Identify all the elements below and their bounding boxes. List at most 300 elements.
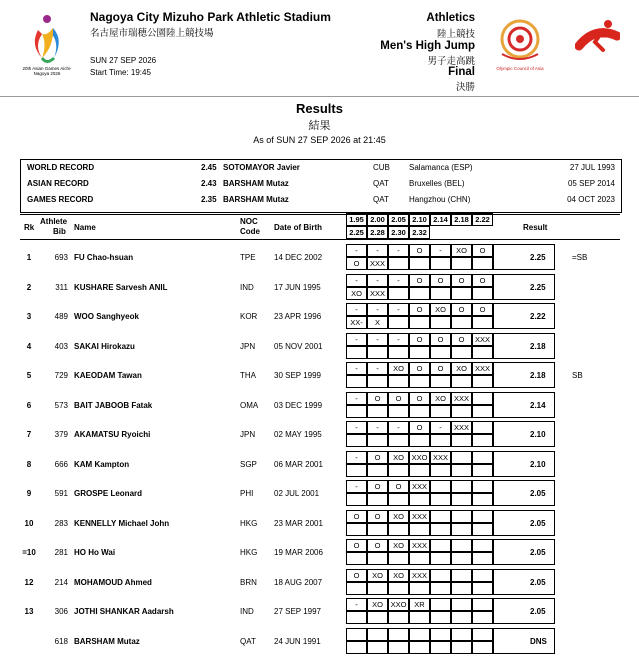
- record-mark: 2.43: [201, 179, 217, 188]
- attempt-cell: [346, 628, 367, 641]
- attempt-cell: O: [472, 274, 493, 287]
- attempt-cell: [388, 582, 409, 595]
- attempt-cell: XO: [388, 510, 409, 523]
- height-header-cell: 2.00: [367, 213, 388, 226]
- athlete-name: HO Ho Wai: [74, 548, 116, 557]
- attempt-cell: XXX: [409, 480, 430, 493]
- attempt-cell: [367, 628, 388, 641]
- attempt-cell: [346, 405, 367, 418]
- attempt-cell: [451, 598, 472, 611]
- record-label: WORLD RECORD: [27, 163, 95, 172]
- result-value: 2.10: [530, 459, 546, 469]
- noc-cell: IND: [240, 282, 254, 292]
- attempt-cell: [451, 346, 472, 359]
- bib-cell: 489: [54, 312, 68, 321]
- header-bib-1: Athlete: [40, 217, 68, 226]
- attempt-cell: -: [430, 244, 451, 257]
- attempt-cell: [409, 523, 430, 536]
- height-header-cell: 2.10: [409, 213, 430, 226]
- attempt-cell: [430, 611, 451, 624]
- rank-cell: 5: [26, 371, 32, 380]
- attempt-cell: [346, 582, 367, 595]
- result-value: 2.25: [530, 253, 546, 262]
- games-logo-text: 20th Asian Games Aichi-Nagoya 2026: [22, 66, 72, 76]
- attempt-cell: [367, 493, 388, 506]
- record-label: ASIAN RECORD: [27, 179, 89, 188]
- attempt-cell: [346, 493, 367, 506]
- attempt-cell: O: [409, 362, 430, 375]
- attempt-cell: [346, 552, 367, 565]
- attempt-cell: [430, 375, 451, 388]
- dob-cell: 02 MAY 1995: [274, 430, 322, 439]
- attempt-cell: O: [472, 303, 493, 316]
- attempt-cell: [472, 539, 493, 552]
- bib-cell: 693: [54, 253, 68, 262]
- attempt-cell: [346, 464, 367, 477]
- record-date: 04 OCT 2023: [567, 195, 615, 204]
- attempt-cell: [451, 523, 472, 536]
- attempt-cell: XO: [388, 362, 409, 375]
- result-note: =SB: [572, 253, 588, 262]
- height-header-cell: 1.95: [346, 213, 367, 226]
- attempt-cell: [430, 598, 451, 611]
- result-value: 2.05: [530, 518, 546, 528]
- oca-text: Olympic Council of Asia: [496, 66, 544, 71]
- attempt-cell: [451, 510, 472, 523]
- dob-cell: 18 AUG 2007: [274, 577, 323, 587]
- dob-cell: 24 JUN 1991: [274, 636, 321, 646]
- bib-cell: 214: [54, 577, 68, 587]
- attempt-cell: [346, 523, 367, 536]
- attempt-cell: [409, 641, 430, 654]
- noc-cell: OMA: [240, 400, 259, 410]
- attempt-cell: [367, 346, 388, 359]
- bib-cell: 591: [54, 489, 68, 498]
- attempt-cell: [430, 523, 451, 536]
- attempt-cell: XXO: [388, 598, 409, 611]
- attempt-cell: [430, 569, 451, 582]
- attempt-cell: -: [388, 274, 409, 287]
- attempt-cell: [430, 405, 451, 418]
- attempt-cell: [346, 611, 367, 624]
- rank-cell: 7: [26, 430, 32, 439]
- sport-name: Athletics: [426, 12, 475, 24]
- attempt-cell: [430, 493, 451, 506]
- attempt-cell: [472, 375, 493, 388]
- attempt-cell: [472, 510, 493, 523]
- rank-cell: 1: [26, 253, 32, 262]
- attempt-cell: [472, 392, 493, 405]
- attempt-cell: -: [367, 333, 388, 346]
- attempt-cell: [451, 316, 472, 329]
- attempt-cell: [367, 582, 388, 595]
- attempt-cell: XO: [451, 244, 472, 257]
- attempt-cell: [430, 316, 451, 329]
- attempt-cell: XO: [388, 539, 409, 552]
- rank-cell: 4: [26, 341, 32, 351]
- result-value: 2.18: [530, 371, 546, 380]
- attempt-cell: [472, 480, 493, 493]
- attempt-cell: [430, 552, 451, 565]
- attempt-cell: [409, 405, 430, 418]
- attempt-cell: -: [346, 598, 367, 611]
- record-noc: QAT: [373, 195, 389, 204]
- noc-cell: KOR: [240, 312, 258, 321]
- attempt-cell: O: [430, 362, 451, 375]
- attempt-cell: XR: [409, 598, 430, 611]
- venue-name: Nagoya City Mizuho Park Athletic Stadium: [90, 10, 331, 24]
- result-value: 2.10: [530, 430, 546, 439]
- attempt-cell: [430, 464, 451, 477]
- attempt-cell: [472, 582, 493, 595]
- attempt-cell: [409, 493, 430, 506]
- attempt-cell: [367, 405, 388, 418]
- bib-cell: 403: [54, 341, 68, 351]
- noc-cell: JPN: [240, 430, 256, 439]
- bib-cell: 729: [54, 371, 68, 380]
- attempt-cell: XXX: [409, 539, 430, 552]
- attempt-cell: O: [430, 333, 451, 346]
- attempt-cell: [367, 523, 388, 536]
- attempt-cell: -: [346, 362, 367, 375]
- attempt-cell: XXX: [367, 257, 388, 270]
- rank-cell: 13: [24, 607, 34, 616]
- attempt-cell: [388, 346, 409, 359]
- athlete-name: KENNELLY Michael John: [74, 518, 170, 528]
- results-title-jp: 結果: [308, 120, 331, 132]
- attempt-cell: [367, 611, 388, 624]
- bib-cell: 618: [54, 636, 68, 646]
- attempt-cell: [451, 375, 472, 388]
- attempt-cell: [472, 434, 493, 447]
- header-dob: Date of Birth: [274, 223, 322, 232]
- attempt-cell: [409, 582, 430, 595]
- attempt-cell: [451, 611, 472, 624]
- attempt-cell: O: [367, 510, 388, 523]
- athlete-name: KAM Kampton: [74, 459, 130, 469]
- athlete-name: WOO Sanghyeok: [74, 312, 139, 321]
- dob-cell: 06 MAR 2001: [274, 459, 323, 469]
- attempt-cell: [451, 641, 472, 654]
- attempt-cell: [388, 523, 409, 536]
- athlete-name: FU Chao-hsuan: [74, 253, 134, 262]
- bib-cell: 666: [54, 459, 68, 469]
- attempt-cell: [388, 464, 409, 477]
- result-value: 2.05: [530, 489, 546, 498]
- result-note: SB: [572, 371, 583, 380]
- result-value: 2.14: [530, 400, 546, 410]
- record-place: Bruxelles (BEL): [409, 179, 465, 188]
- rank-cell: =10: [22, 548, 36, 557]
- attempt-cell: XXX: [451, 421, 472, 434]
- attempt-cell: O: [409, 244, 430, 257]
- rank-cell: 6: [26, 400, 32, 410]
- dob-cell: 30 SEP 1999: [274, 371, 322, 380]
- attempt-cell: [388, 641, 409, 654]
- attempt-cell: [472, 405, 493, 418]
- attempt-cell: XXX: [409, 510, 430, 523]
- attempt-cell: [472, 569, 493, 582]
- attempt-cell: -: [367, 421, 388, 434]
- header-noc-1: NOC: [240, 217, 258, 226]
- athletics-pictogram-icon: [575, 16, 620, 61]
- athlete-name: BAIT JABOOB Fatak: [74, 400, 153, 410]
- result-value: 2.22: [530, 312, 546, 321]
- record-holder: BARSHAM Mutaz: [223, 179, 289, 188]
- athlete-name: KUSHARE Sarvesh ANIL: [74, 282, 168, 292]
- attempt-cell: [451, 434, 472, 447]
- height-header-cell: 2.05: [388, 213, 409, 226]
- attempt-cell: XXX: [409, 569, 430, 582]
- attempt-cell: [367, 641, 388, 654]
- attempt-cell: [367, 375, 388, 388]
- attempt-cell: [451, 569, 472, 582]
- attempt-cell: XXO: [409, 451, 430, 464]
- attempt-cell: [409, 611, 430, 624]
- attempt-cell: -: [367, 303, 388, 316]
- dob-cell: 19 MAR 2006: [274, 548, 323, 557]
- attempt-cell: [451, 539, 472, 552]
- result-value: 2.05: [530, 607, 546, 616]
- attempt-cell: [409, 375, 430, 388]
- attempt-cell: [430, 287, 451, 300]
- record-place: Hangzhou (CHN): [409, 195, 471, 204]
- attempt-cell: XXX: [451, 392, 472, 405]
- attempt-cell: O: [409, 333, 430, 346]
- sport-name-jp: 陸上競技: [436, 29, 475, 40]
- attempt-cell: [346, 434, 367, 447]
- attempt-cell: [472, 641, 493, 654]
- attempt-cell: [367, 552, 388, 565]
- attempt-cell: [430, 480, 451, 493]
- attempt-cell: XO: [430, 303, 451, 316]
- phase-name-jp: 決勝: [455, 82, 475, 93]
- attempt-cell: -: [430, 421, 451, 434]
- attempt-cell: -: [388, 303, 409, 316]
- attempt-cell: XXX: [430, 451, 451, 464]
- attempt-cell: [409, 628, 430, 641]
- attempt-cell: XO: [430, 392, 451, 405]
- noc-cell: QAT: [240, 636, 256, 646]
- athlete-name: BARSHAM Mutaz: [74, 636, 140, 646]
- attempt-cell: [451, 582, 472, 595]
- rank-cell: 3: [26, 312, 32, 321]
- attempt-cell: [409, 552, 430, 565]
- noc-cell: SGP: [240, 459, 257, 469]
- attempt-cell: [451, 552, 472, 565]
- results-title: Results: [296, 101, 343, 116]
- attempt-cell: O: [451, 303, 472, 316]
- result-value: 2.05: [530, 577, 546, 587]
- attempt-cell: [472, 287, 493, 300]
- bib-cell: 311: [55, 282, 68, 292]
- event-name-jp: 男子走高跳: [427, 56, 475, 67]
- athlete-name: AKAMATSU Ryoichi: [74, 430, 151, 439]
- attempt-cell: [472, 628, 493, 641]
- result-value: 2.18: [530, 341, 546, 351]
- records-box: [20, 159, 622, 213]
- dob-cell: 03 DEC 1999: [274, 400, 323, 410]
- attempt-cell: -: [346, 421, 367, 434]
- start-time: Start Time: 19:45: [90, 68, 151, 77]
- bib-cell: 573: [54, 400, 68, 410]
- attempt-cell: [472, 552, 493, 565]
- attempt-cell: [430, 539, 451, 552]
- attempt-cell: [388, 287, 409, 300]
- result-value: 2.05: [530, 548, 546, 557]
- event-date: SUN 27 SEP 2026: [90, 56, 157, 65]
- attempt-cell: [388, 434, 409, 447]
- attempt-cell: O: [388, 392, 409, 405]
- attempt-cell: XX-: [346, 316, 367, 329]
- attempt-cell: -: [346, 480, 367, 493]
- oca-logo: [490, 14, 550, 74]
- bib-cell: 306: [54, 607, 68, 616]
- dob-cell: 14 DEC 2002: [274, 253, 323, 262]
- attempt-cell: -: [346, 244, 367, 257]
- noc-cell: IND: [240, 607, 254, 616]
- noc-cell: BRN: [240, 577, 257, 587]
- attempt-cell: [430, 346, 451, 359]
- attempt-cell: [430, 510, 451, 523]
- header-rank: Rk: [24, 223, 35, 232]
- record-holder: BARSHAM Mutaz: [223, 195, 289, 204]
- attempt-cell: [472, 316, 493, 329]
- header-noc-2: Code: [240, 227, 260, 236]
- record-date: 27 JUL 1993: [569, 163, 615, 172]
- bib-cell: 379: [54, 430, 68, 439]
- record-place: Salamanca (ESP): [409, 163, 473, 172]
- attempt-cell: [472, 493, 493, 506]
- phase-name: Final: [448, 66, 475, 78]
- attempt-cell: [388, 257, 409, 270]
- record-noc: CUB: [373, 163, 390, 172]
- attempt-cell: O: [388, 480, 409, 493]
- header-bib-2: Bib: [53, 227, 66, 236]
- result-value: 2.25: [530, 282, 546, 292]
- rank-cell: 2: [26, 282, 32, 292]
- event-name: Men's High Jump: [380, 40, 475, 52]
- attempt-cell: O: [472, 244, 493, 257]
- attempt-cell: -: [346, 392, 367, 405]
- attempt-cell: O: [451, 333, 472, 346]
- athlete-name: KAEODAM Tawan: [74, 371, 142, 380]
- attempt-cell: [430, 641, 451, 654]
- attempt-cell: XXX: [367, 287, 388, 300]
- attempt-cell: XO: [346, 287, 367, 300]
- record-holder: SOTOMAYOR Javier: [223, 163, 300, 172]
- height-header-cell: 2.25: [346, 226, 367, 239]
- header-name: Name: [74, 223, 96, 232]
- venue-name-jp: 名古屋市瑞穂公園陸上競技場: [90, 28, 214, 39]
- noc-cell: TPE: [240, 253, 256, 262]
- attempt-cell: O: [409, 392, 430, 405]
- attempt-cell: [472, 421, 493, 434]
- attempt-cell: [409, 346, 430, 359]
- dob-cell: 27 SEP 1997: [274, 607, 322, 616]
- attempt-cell: [388, 628, 409, 641]
- attempt-cell: [346, 346, 367, 359]
- attempt-cell: O: [409, 274, 430, 287]
- attempt-cell: [472, 611, 493, 624]
- rank-cell: 12: [24, 577, 34, 587]
- athlete-name: MOHAMOUD Ahmed: [74, 577, 152, 587]
- attempt-cell: [451, 405, 472, 418]
- attempt-cell: [472, 257, 493, 270]
- results-table-header: [20, 214, 620, 240]
- athlete-name: JOTHI SHANKAR Aadarsh: [74, 607, 174, 616]
- attempt-cell: O: [346, 257, 367, 270]
- noc-cell: THA: [240, 371, 256, 380]
- height-header-cell: 2.28: [367, 226, 388, 239]
- attempt-cell: [409, 434, 430, 447]
- attempt-cell: [430, 582, 451, 595]
- height-header-cell: 2.32: [409, 226, 430, 239]
- rank-cell: 9: [26, 489, 32, 498]
- as-of-timestamp: As of SUN 27 SEP 2026 at 21:45: [253, 135, 386, 145]
- dob-cell: 17 JUN 1995: [274, 282, 321, 292]
- attempt-cell: O: [346, 569, 367, 582]
- attempt-cell: [367, 434, 388, 447]
- header-divider: [0, 96, 639, 97]
- record-mark: 2.35: [201, 195, 217, 204]
- attempt-cell: [346, 375, 367, 388]
- height-header-cell: 2.22: [472, 213, 493, 226]
- attempt-cell: O: [430, 274, 451, 287]
- attempt-cell: -: [346, 333, 367, 346]
- attempt-cell: [451, 464, 472, 477]
- height-header-cell: 2.30: [388, 226, 409, 239]
- athlete-name: SAKAI Hirokazu: [74, 341, 135, 351]
- attempt-cell: O: [451, 274, 472, 287]
- attempt-cell: [451, 493, 472, 506]
- attempt-cell: XO: [388, 569, 409, 582]
- attempt-cell: [451, 480, 472, 493]
- attempt-cell: [472, 464, 493, 477]
- attempt-cell: [451, 628, 472, 641]
- attempt-cell: O: [367, 451, 388, 464]
- attempt-cell: O: [367, 480, 388, 493]
- attempt-cell: -: [367, 362, 388, 375]
- attempt-cell: O: [346, 510, 367, 523]
- height-header-cell: 2.18: [451, 213, 472, 226]
- attempt-cell: [430, 434, 451, 447]
- noc-cell: HKG: [240, 548, 258, 557]
- record-mark: 2.45: [201, 163, 217, 172]
- dob-cell: 02 JUL 2001: [274, 489, 320, 498]
- attempt-cell: -: [346, 274, 367, 287]
- attempt-cell: [388, 611, 409, 624]
- attempt-cell: [388, 405, 409, 418]
- attempt-cell: -: [388, 421, 409, 434]
- noc-cell: HKG: [240, 518, 258, 528]
- attempt-cell: [451, 451, 472, 464]
- bib-cell: 281: [54, 548, 68, 557]
- record-row-asian: [21, 179, 621, 195]
- attempt-cell: -: [388, 244, 409, 257]
- attempt-cell: XXX: [472, 333, 493, 346]
- athlete-name: GROSPE Leonard: [74, 489, 143, 498]
- attempt-cell: [430, 628, 451, 641]
- attempt-cell: [388, 316, 409, 329]
- record-date: 05 SEP 2014: [567, 179, 615, 188]
- games-logo: [20, 10, 75, 80]
- attempt-cell: [430, 257, 451, 270]
- attempt-cell: -: [367, 244, 388, 257]
- rank-cell: 10: [24, 518, 34, 528]
- attempt-cell: O: [409, 303, 430, 316]
- attempt-cell: O: [367, 539, 388, 552]
